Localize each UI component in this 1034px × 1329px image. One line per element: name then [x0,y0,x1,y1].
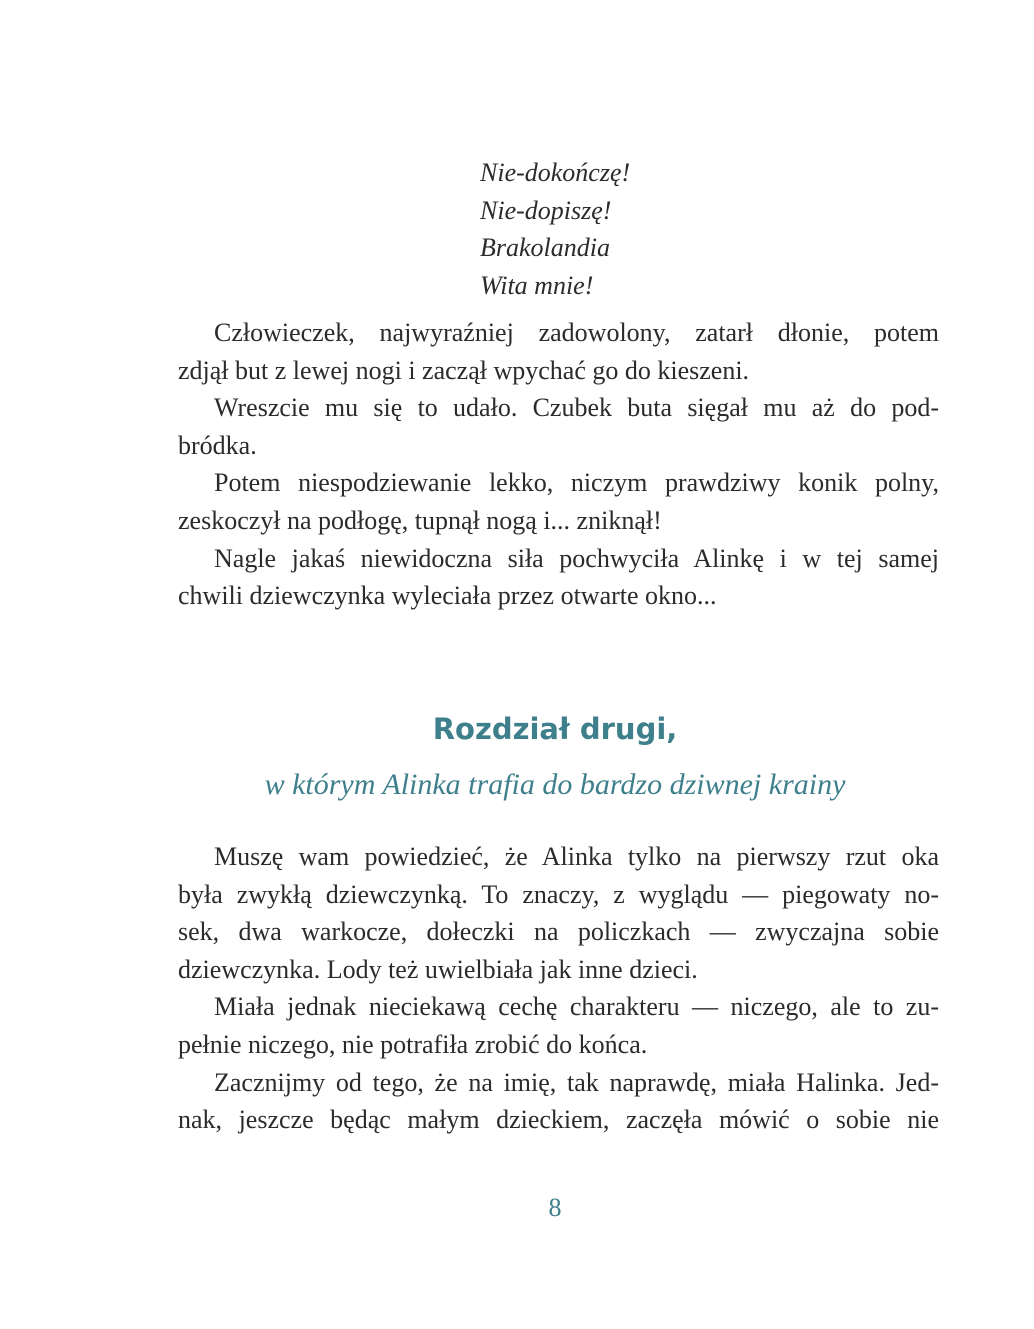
text-line: pełnie niczego, nie potrafiła zrobić do końca. [178,1029,648,1059]
page-number: 8 [548,1193,562,1222]
chapter-title: Rozdział drugi, [432,712,678,746]
poem-line: Nie-dopiszę! [480,195,612,225]
prose-block-1 [178,314,939,615]
text-line: sek, dwa warkocze, dołeczki na policzkach — zwyczajna sobie [178,917,939,947]
text-line: Muszę wam powiedzieć, że Alinka tylko na pierwszy rzut oka [214,842,939,871]
text-line: Zacznijmy od tego, że na imię, tak naprawdę, miała Halinka. Jed- [214,1067,939,1097]
text-line: Wreszcie mu się to udało. Czubek buta sięgał mu aż do pod- [214,393,939,423]
poem-line: Nie-dokończę! [480,158,631,187]
text-line: bródka. [178,430,257,460]
text-line: zdjął but z lewej nogi i zaczął wpychać go do kieszeni. [178,355,750,385]
text-line: chwili dziewczynka wyleciała przez otwarte okno... [178,581,717,611]
text-line: dziewczynka. Lody też uwielbiała jak inne dzieci. [178,954,698,984]
text-line: Nagle jakaś niewidoczna siła pochwyciła Alinkę i w tej samej [214,543,939,573]
text-line: była zwykłą dziewczynką. To znaczy, z wyglądu — piegowaty no- [178,879,939,909]
chapter-subtitle: w którym Alinka trafia do bardzo dziwnej krainy [264,768,846,801]
text-line: Potem niespodziewanie lekko, niczym prawdziwy konik polny, [214,468,939,498]
text-line: Człowieczek, najwyraźniej zadowolony, zatarł dłonie, potem [214,318,939,347]
text-line: zeskoczył na podłogę, tupnął nogą i... zniknął! [178,505,662,535]
poem-line: Wita mnie! [480,270,594,300]
prose-block-2 [178,838,939,1139]
poem-stanza [480,154,880,304]
poem-line: Brakolandia [480,233,610,262]
text-line: Miała jednak nieciekawą cechę charakteru — niczego, ale to zu- [214,992,939,1022]
text-line: nak, jeszcze będąc małym dzieckiem, zaczęła mówić o sobie nie [178,1105,939,1135]
